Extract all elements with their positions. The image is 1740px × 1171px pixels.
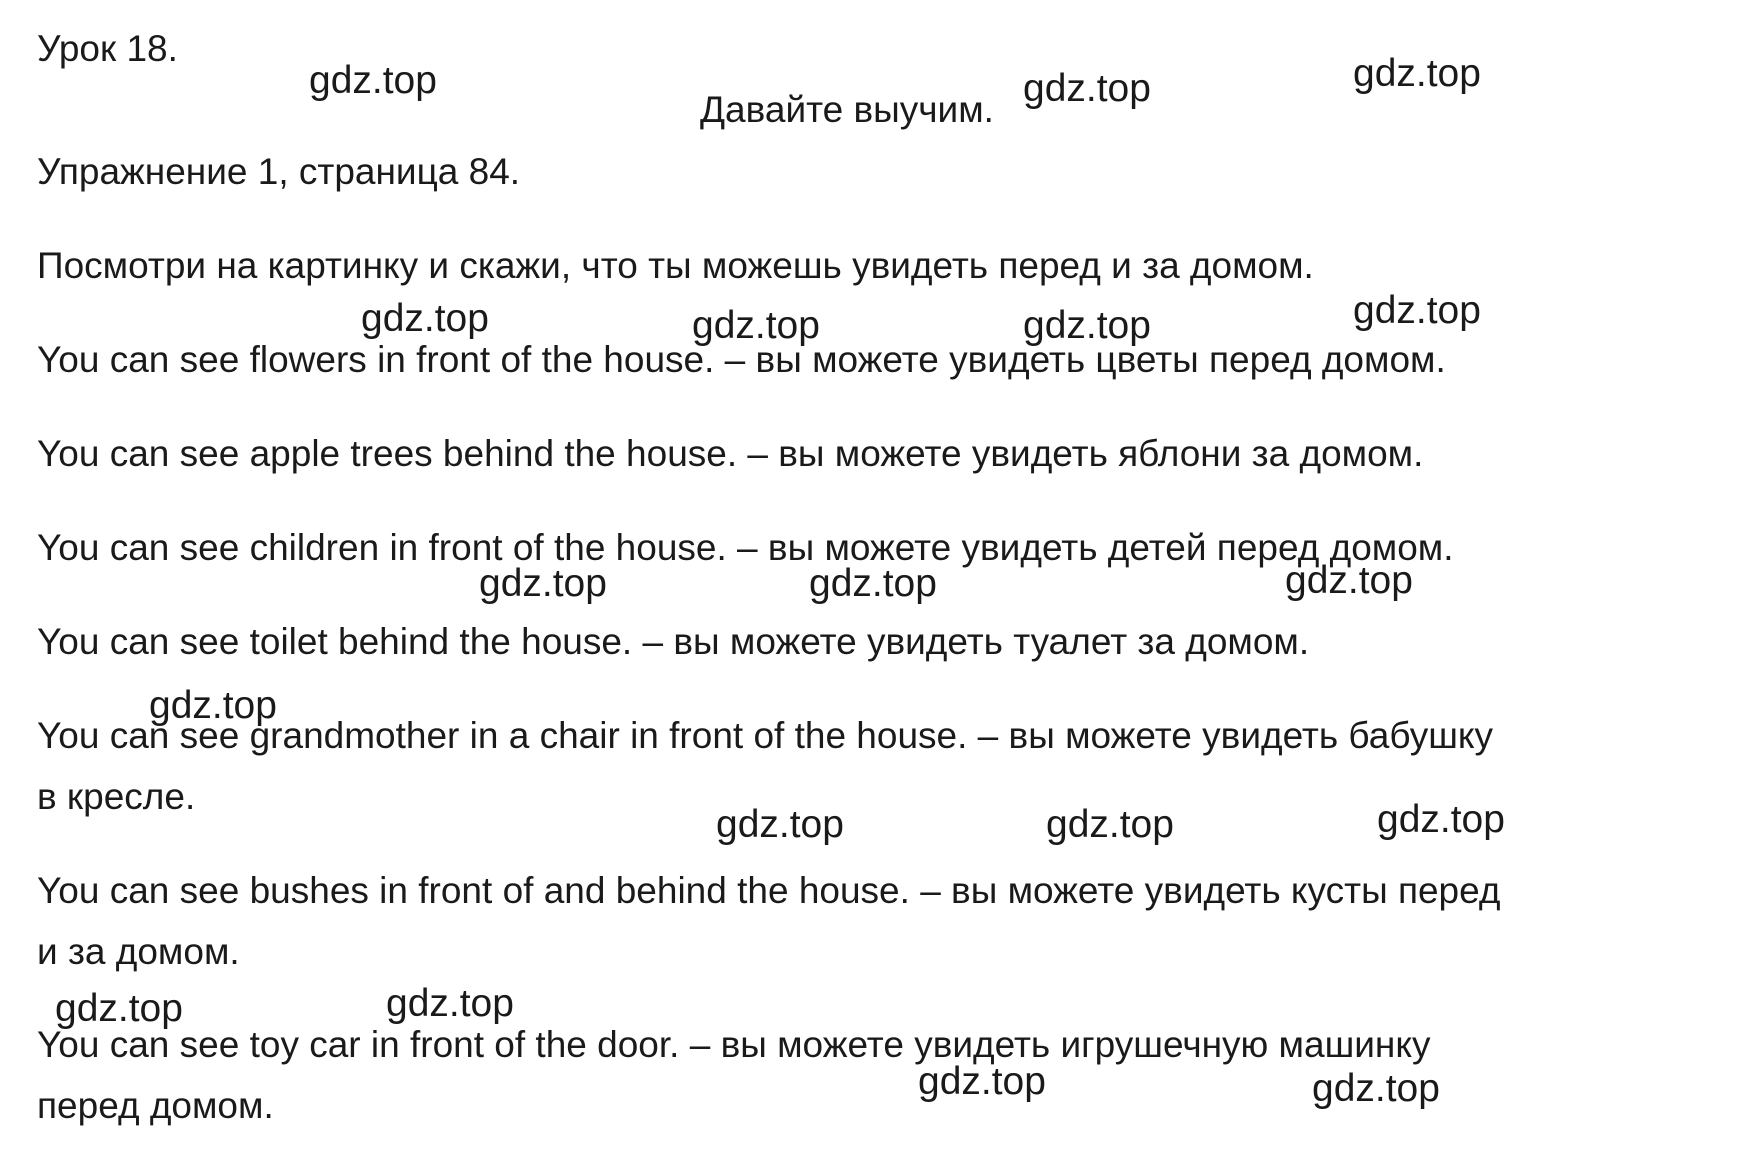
watermark: gdz.top: [1353, 52, 1481, 95]
instruction-text: Посмотри на картинку и скажи, что ты можешь увидеть перед и за домом.: [37, 245, 1314, 286]
answer-line: You can see children in front of the house. – вы можете увидеть детей перед домом.: [37, 527, 1454, 568]
watermark: gdz.top: [1312, 1067, 1440, 1110]
watermark: gdz.top: [1023, 67, 1151, 110]
answer-line: You can see bushes in front of and behind the house. – вы можете увидеть кусты перед: [37, 870, 1501, 911]
watermark: gdz.top: [809, 562, 937, 605]
watermark: gdz.top: [1377, 798, 1505, 841]
watermark: gdz.top: [1285, 559, 1413, 602]
watermark: gdz.top: [1046, 803, 1174, 846]
watermark: gdz.top: [716, 803, 844, 846]
answer-line-continued: перед домом.: [37, 1085, 274, 1126]
watermark: gdz.top: [309, 59, 437, 102]
lesson-title: Урок 18.: [37, 28, 178, 69]
answer-line: You can see toilet behind the house. – вы можете увидеть туалет за домом.: [37, 621, 1310, 662]
answer-line-continued: в кресле.: [37, 776, 196, 817]
answer-line: You can see apple trees behind the house. – вы можете увидеть яблони за домом.: [37, 433, 1424, 474]
exercise-title: Упражнение 1, страница 84.: [37, 151, 521, 192]
watermark: gdz.top: [1023, 304, 1151, 347]
watermark: gdz.top: [1353, 289, 1481, 332]
watermark: gdz.top: [918, 1060, 1046, 1103]
watermark: gdz.top: [55, 987, 183, 1030]
answer-line: You can see flowers in front of the house. – вы можете увидеть цветы перед домом.: [37, 339, 1446, 380]
section-title: Давайте выучим.: [700, 89, 994, 130]
answer-line: You can see grandmother in a chair in front of the house. – вы можете увидеть бабушку: [37, 715, 1494, 756]
watermark: gdz.top: [361, 297, 489, 340]
watermark: gdz.top: [386, 982, 514, 1025]
watermark: gdz.top: [692, 304, 820, 347]
answer-line-continued: и за домом.: [37, 931, 240, 972]
answer-line: You can see toy car in front of the door. – вы можете увидеть игрушечную машинку: [37, 1024, 1431, 1065]
watermark: gdz.top: [479, 562, 607, 605]
watermark: gdz.top: [149, 684, 277, 727]
